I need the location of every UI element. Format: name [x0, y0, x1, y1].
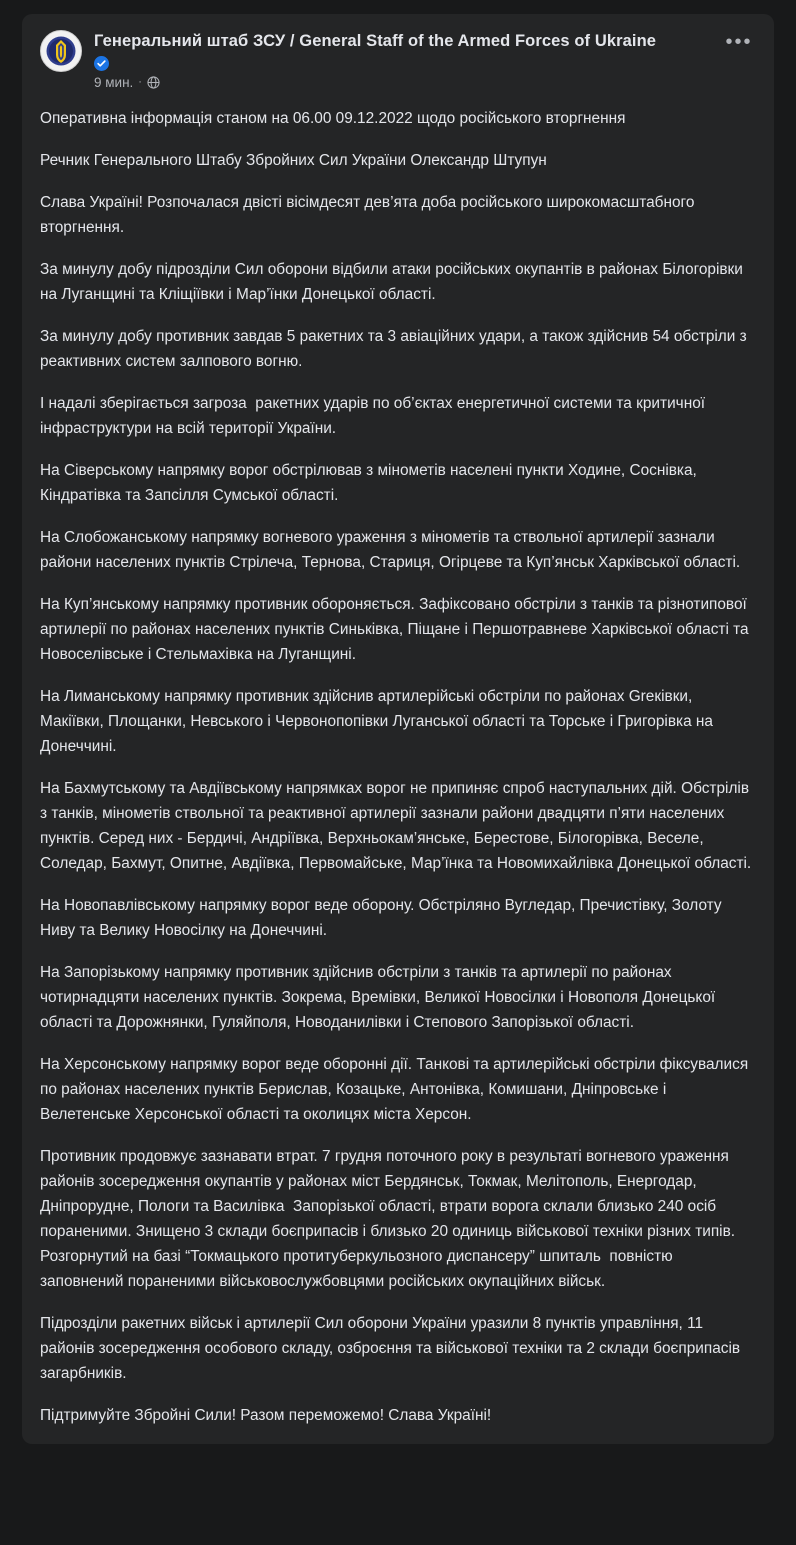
- post-paragraph: На Лиманському напрямку противник здійснив артилерійські обстріли по районах Greківки, Макіївки, Площанки, Невського і Червонопопівки Луганської області та Торське і Григорівка на Донеччині.: [40, 688, 718, 755]
- post-options-button[interactable]: •••: [725, 31, 753, 53]
- post-paragraph: За минулу добу підрозділи Сил оборони відбили атаки російських окупантів в районах Білогорівки на Луганщині та Кліщіївки і Мар’їнки Донецької області.: [40, 261, 748, 303]
- post-paragraph: Підтримуйте Збройні Сили! Разом переможемо! Слава Україні!: [40, 1407, 492, 1424]
- post-paragraph: На Запорізькому напрямку противник здійснив обстріли з танків та артилерії по районах чотирнадцяти населених пунктів. Зокрема, Времівки, Великої Новосілки і Новополя Донецької області та Дорожнянки, Гуляйполя, Новоданилівки і Степового Запорізької області.: [40, 964, 720, 1031]
- post-meta: [94, 75, 710, 90]
- post-paragraph: На Бахмутському та Авдіївському напрямках ворог не припиняє спроб наступальних дій. Обстрілів з танків, мінометів ствольної та реактивної артилерії зазнали райони двадцяти п’яти населених пунктів. Серед них - Бердичі, Андріївка, Верхньокам’янське, Берестове, Білогорівка, Веселе, Соледар, Бахмут, Опитне, Авдіївка, Первомайське, Мар’їнка та Новомихайлівка Донецької області.: [40, 780, 754, 872]
- page-name[interactable]: Генеральний штаб ЗСУ / General Staff of the Armed Forces of Ukraine: [94, 32, 657, 50]
- post-header: [40, 30, 756, 90]
- post-paragraph: Речник Генерального Штабу Збройних Сил України Олександр Штупун: [40, 152, 547, 169]
- post-paragraph: На Куп’янському напрямку противник обороняється. Зафіксовано обстріли з танків та різнотипової артилерії по районах населених пунктів Синьківка, Піщане і Першотравневе Харківської області та Новоселівське і Стельмахівка на Луганщині.: [40, 596, 753, 663]
- post-paragraph: І надалі зберігається загроза ракетних ударів по об’єктах енергетичної системи та критичної інфраструктури на всій території України.: [40, 395, 710, 437]
- post-paragraph: За минулу добу противник завдав 5 ракетних та 3 авіаційних удари, а також здійснив 54 обстріли з реактивних систем залпового вогню.: [40, 328, 751, 370]
- post-card: [22, 14, 774, 1444]
- post-timestamp[interactable]: 9 мин.: [94, 75, 134, 90]
- verified-row: [94, 55, 710, 71]
- post-paragraph: На Херсонському напрямку ворог веде оборонні дії. Танкові та артилерійські обстріли фіксувалися по районах населених пунктів Берислав, Козацьке, Антонівка, Комишани, Дніпровське і Велетенське Херсонської області та околицях міста Херсон.: [40, 1056, 753, 1123]
- verified-check-icon: [94, 56, 109, 71]
- post-paragraph: Слава Україні! Розпочалася двісті вісімдесят дев’ята доба російського широкомасштабного вторгнення.: [40, 194, 699, 236]
- post-paragraph: На Слобожанському напрямку вогневого ураження з мінометів та ствольної артилерії зазнали райони населених пунктів Стрілеча, Тернова, Стариця, Огірцеве та Куп’янськ Харківської області.: [40, 529, 741, 571]
- post-paragraph: На Сіверському напрямку ворог обстрілював з мінометів населені пункти Ходине, Соснівка, Кіндратівка та Запсілля Сумської області.: [40, 462, 702, 504]
- military-crest-icon: [46, 35, 76, 67]
- post-paragraph: Підрозділи ракетних військ і артилерії Сил оборони України уразили 8 пунктів управління, 11 районів зосередження особового складу, озброєння та військової техніки та 2 склади боєприпасів загарбників.: [40, 1315, 745, 1382]
- post-header-text: [94, 30, 710, 90]
- post-paragraph: Противник продовжує зазнавати втрат. 7 грудня поточного року в результаті вогневого ураження районів зосередження окупантів у районах міст Бердянськ, Токмак, Мелітополь, Енергодар, Дніпрорудне, Пологи та Василівка Запорізької області, втрати ворога склали близько 240 осіб пораненими. Знищено 3 склади боєприпасів і близько 20 одиниць військової техніки різних типів. Розгорнутий на базі “Токмацького протитуберкульозного диспансеру” шпиталь повністю заповнений пораненими військовослужбовцями російських окупаційних військ.: [40, 1148, 740, 1290]
- post-body: [40, 106, 756, 1428]
- post-paragraph: На Новопавлівському напрямку ворог веде оборону. Обстріляно Вугледар, Пречистівку, Золоту Ниву та Велику Новосілку на Донеччині.: [40, 897, 726, 939]
- post-paragraph: Оперативна інформація станом на 06.00 09.12.2022 щодо російського вторгнення: [40, 110, 626, 127]
- avatar[interactable]: [40, 30, 82, 72]
- globe-icon[interactable]: [147, 76, 160, 89]
- meta-separator: ·: [138, 76, 142, 88]
